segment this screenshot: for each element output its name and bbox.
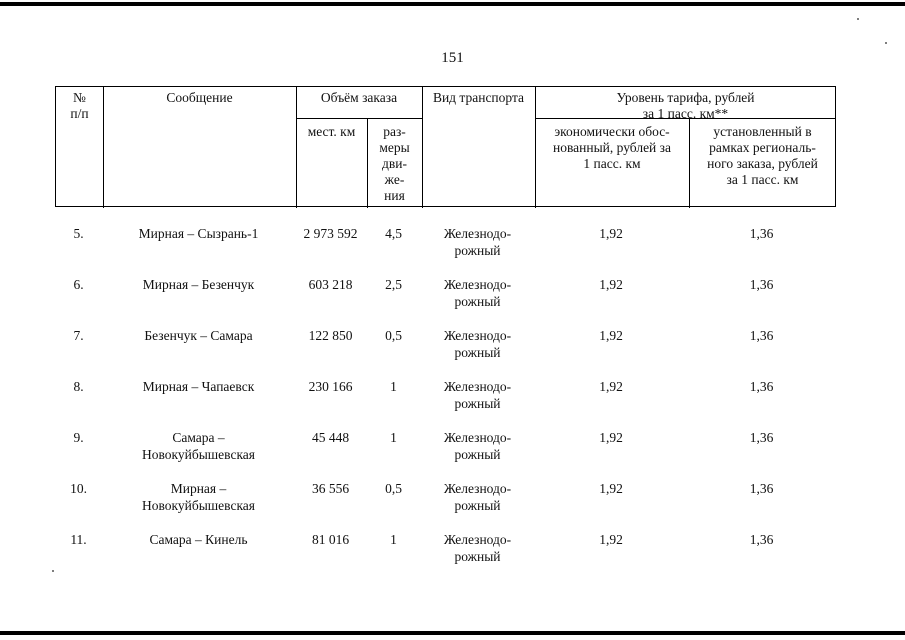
cell-transport: Железнодо- рожный: [443, 328, 512, 360]
header-tariff-econ: экономически обос- нованный, рублей за 1 пасс. км: [553, 124, 671, 171]
cell-regional: 1,36: [749, 226, 774, 241]
cell-size: 4,5: [385, 226, 402, 241]
cell-regional: 1,36: [749, 481, 774, 496]
cell-size: 1: [390, 430, 397, 445]
header-tariff: Уровень тарифа, рублей за 1 пасс. км**: [616, 90, 755, 121]
cell-size: 1: [390, 379, 397, 394]
cell-km: 2 973 592: [303, 226, 358, 241]
cell-num: 9.: [73, 430, 84, 445]
cell-econ: 1,92: [599, 277, 623, 292]
bottom-rule: [0, 631, 905, 635]
cell-econ: 1,92: [599, 379, 623, 394]
cell-transport: Железнодо- рожный: [443, 481, 512, 513]
cell-route: Мирная – Чапаевск: [142, 379, 255, 394]
cell-transport: Железнодо- рожный: [443, 379, 512, 411]
header-transport: Вид транспорта: [432, 90, 525, 105]
cell-transport: Железнодо- рожный: [443, 430, 512, 462]
cell-km: 36 556: [311, 481, 350, 496]
cell-num: 8.: [73, 379, 84, 394]
cell-num: 10.: [70, 481, 87, 496]
cell-econ: 1,92: [599, 328, 623, 343]
cell-regional: 1,36: [749, 277, 774, 292]
cell-size: 2,5: [385, 277, 402, 292]
cell-econ: 1,92: [599, 532, 623, 547]
cell-regional: 1,36: [749, 430, 774, 445]
cell-size: 1: [390, 532, 397, 547]
cell-route: Самара – Новокуйбышевская: [141, 430, 256, 462]
cell-num: 11.: [70, 532, 87, 547]
cell-route: Мирная – Новокуйбышевская: [141, 481, 256, 513]
cell-transport: Железнодо- рожный: [443, 277, 512, 309]
cell-regional: 1,36: [749, 379, 774, 394]
cell-km: 603 218: [308, 277, 353, 292]
cell-size: 0,5: [385, 481, 402, 496]
cell-route: Безенчук – Самара: [144, 328, 253, 343]
cell-route: Мирная – Безенчук: [142, 277, 255, 292]
cell-num: 5.: [73, 226, 84, 241]
page-number: 151: [441, 50, 464, 66]
cell-size: 0,5: [385, 328, 402, 343]
scan-speck: [885, 42, 887, 44]
header-volume: Объём заказа: [320, 90, 398, 105]
cell-transport: Железнодо- рожный: [443, 226, 512, 258]
cell-num: 7.: [73, 328, 84, 343]
cell-route: Самара – Кинель: [149, 532, 248, 547]
cell-econ: 1,92: [599, 481, 623, 496]
table-header: [55, 86, 836, 207]
cell-km: 122 850: [308, 328, 353, 343]
header-num: № п/п: [70, 90, 89, 121]
cell-km: 45 448: [311, 430, 350, 445]
header-volume-km: мест. км: [307, 124, 356, 139]
header-tariff-regional: установленный в рамках региональ- ного заказа, рублей за 1 пасс. км: [707, 124, 818, 187]
cell-transport: Железнодо- рожный: [443, 532, 512, 564]
top-rule: [0, 2, 905, 6]
cell-regional: 1,36: [749, 532, 774, 547]
cell-num: 6.: [73, 277, 84, 292]
cell-econ: 1,92: [599, 226, 623, 241]
cell-route: Мирная – Сызрань-1: [138, 226, 259, 241]
cell-km: 81 016: [311, 532, 350, 547]
cell-km: 230 166: [308, 379, 353, 394]
scan-speck: [857, 18, 859, 20]
header-route: Сообщение: [166, 90, 233, 105]
scan-speck: [52, 570, 54, 572]
header-volume-size: раз- меры дви- же- ния: [379, 124, 410, 203]
cell-econ: 1,92: [599, 430, 623, 445]
cell-regional: 1,36: [749, 328, 774, 343]
